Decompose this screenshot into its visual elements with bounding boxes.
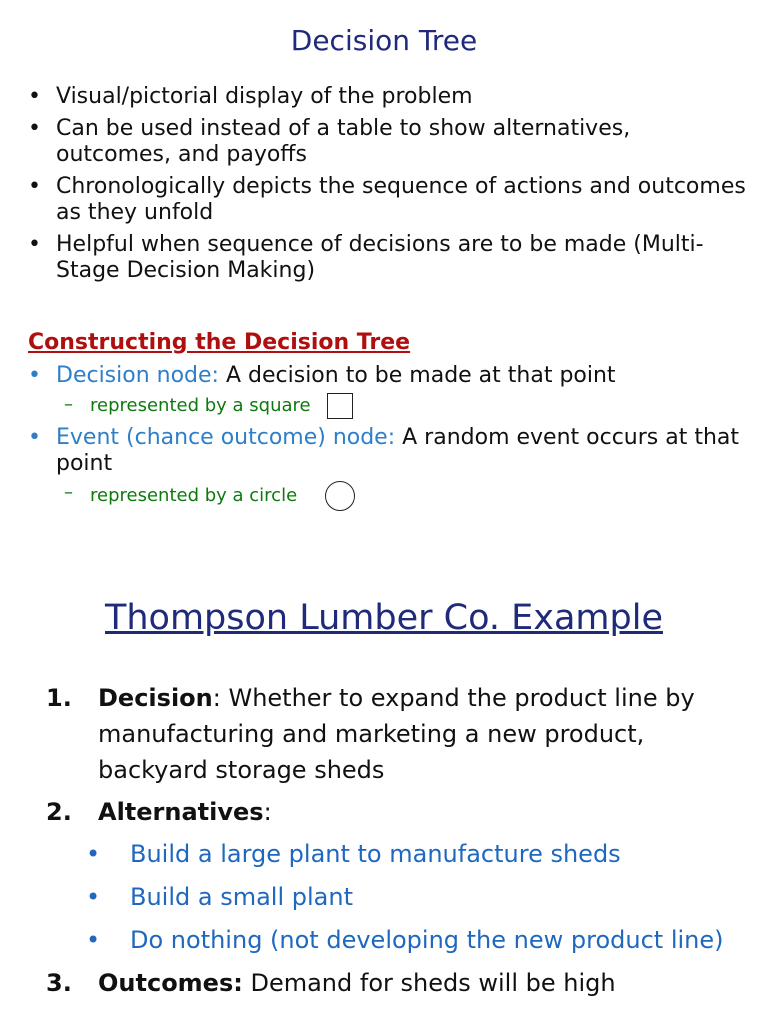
- numbered-list: [46, 680, 736, 1007]
- dash-icon: –: [64, 482, 73, 503]
- alternative-item: • Build a small plant: [46, 879, 736, 915]
- slide-thompson-example: [0, 560, 768, 1024]
- event-node-item: [28, 425, 758, 477]
- dash-icon: –: [64, 394, 73, 415]
- event-node-term: Event (chance outcome) node:: [56, 425, 396, 450]
- bullet-icon: •: [28, 363, 41, 388]
- decision-node-sub: [28, 393, 758, 419]
- bullet-list: [28, 84, 748, 290]
- numbered-item-outcomes: [46, 965, 736, 1001]
- item-label: Decision: [98, 684, 213, 712]
- slide-title: Decision Tree: [290, 24, 478, 57]
- decision-node-term: Decision node:: [56, 363, 219, 388]
- numbered-item-alternatives: [46, 794, 736, 830]
- circle-icon: [325, 481, 355, 511]
- slide-title-text: Thompson Lumber Co. Example: [104, 598, 663, 638]
- section-heading: Constructing the Decision Tree: [28, 330, 411, 355]
- decision-node-desc: A decision to be made at that point: [225, 363, 616, 388]
- bullet-item: • Chronologically depicts the sequence of actions and outcomes as they unfold: [28, 174, 748, 226]
- item-label: Outcomes:: [98, 969, 243, 997]
- decision-node-item: [28, 363, 758, 389]
- event-node-sub: [28, 481, 758, 511]
- event-node-sub-text: represented by a circle: [90, 485, 298, 506]
- item-number: 1.: [46, 684, 72, 712]
- numbered-item-decision: [46, 680, 736, 788]
- alternative-item: • Do nothing (not developing the new product line): [46, 922, 736, 958]
- node-definitions: [28, 363, 758, 517]
- item-text: Demand for sheds will be high: [242, 969, 616, 997]
- item-number: 3.: [46, 969, 72, 997]
- decision-node-sub-text: represented by a square: [90, 395, 311, 416]
- alternative-item: • Build a large plant to manufacture sheds: [46, 836, 736, 872]
- item-text: : Whether to expand the product line by manufacturing and marketing a new product, backyard storage sheds: [98, 684, 695, 784]
- bullet-icon: •: [28, 425, 41, 450]
- bullet-item: • Visual/pictorial display of the problem: [28, 84, 748, 110]
- bullet-item: • Can be used instead of a table to show alternatives, outcomes, and payoffs: [28, 116, 748, 168]
- item-number: 2.: [46, 798, 72, 826]
- alternatives-list: [46, 836, 736, 958]
- item-label: Alternatives: [98, 798, 264, 826]
- slide-title: [0, 598, 768, 638]
- event-node-desc: A random event occurs at that point: [56, 425, 740, 476]
- square-icon: [327, 393, 353, 419]
- bullet-item: • Helpful when sequence of decisions are to be made (Multi-Stage Decision Making): [28, 232, 748, 284]
- item-text: :: [263, 798, 272, 826]
